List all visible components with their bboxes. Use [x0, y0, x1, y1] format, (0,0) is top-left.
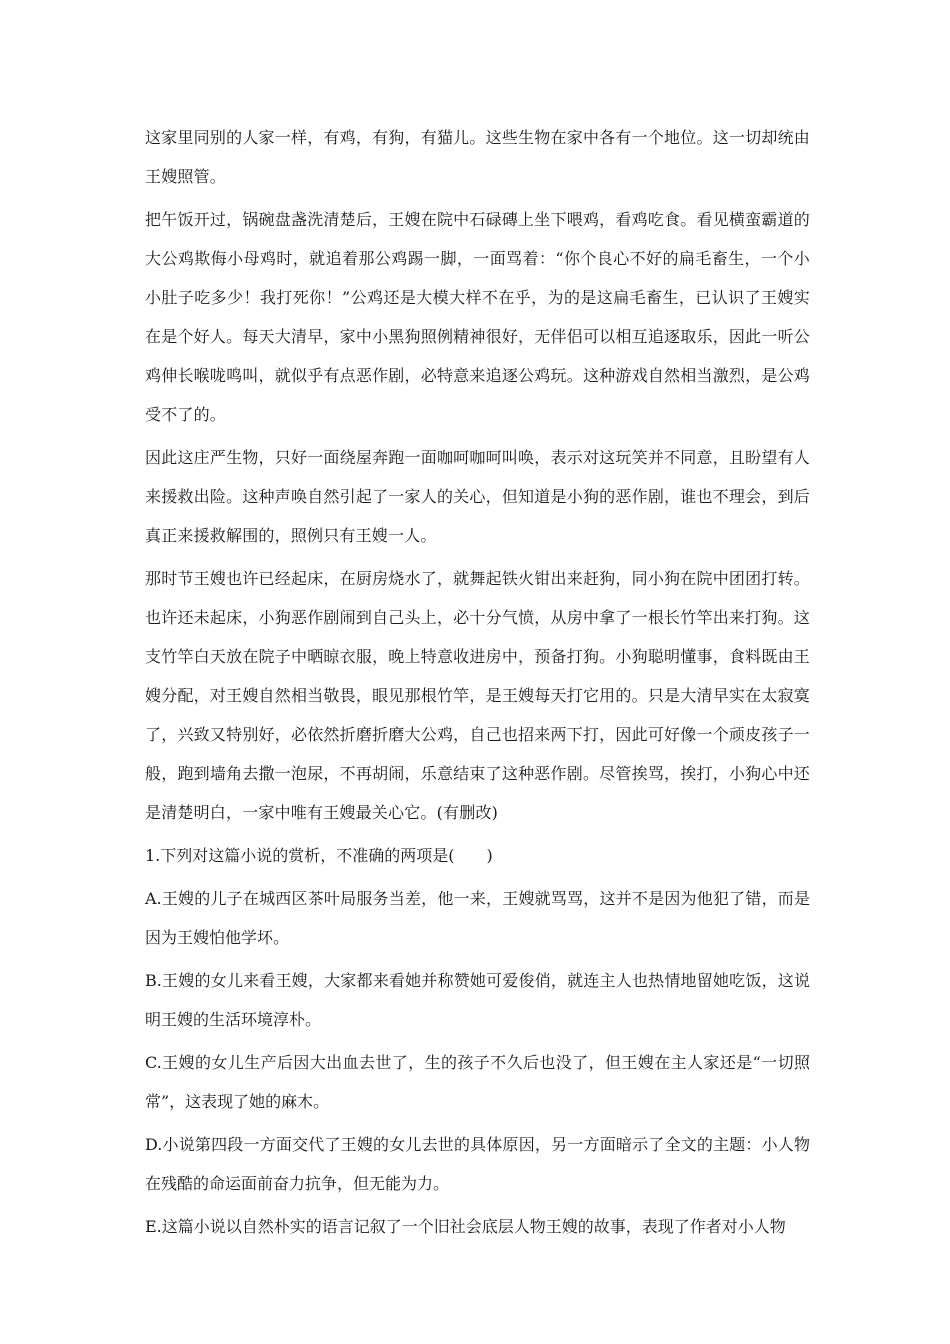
option-e: E.这篇小说以自然朴实的语言记叙了一个旧社会底层人物王嫂的故事，表现了作者对小人物: [145, 1217, 786, 1236]
question-stem: 1.下列对这篇小说的赏析，不准确的两项是( ): [145, 846, 493, 865]
option-a: A.王嫂的儿子在城西区茶叶局服务当差，他一来，王嫂就骂骂，这并不是因为他犯了错，而是因为王嫂怕他学坏。: [145, 889, 810, 947]
option-b: B.王嫂的女儿来看王嫂，大家都来看她并称赞她可爱俊俏，就连主人也热情地留她吃饭，这说明王嫂的生活环境淳朴。: [145, 971, 810, 1029]
paragraph-2: 把午饭开过，锅碗盘盏洗清楚后，王嫂在院中石碌磚上坐下喂鸡，看鸡吃食。看见横蛮霸道的大公鸡欺侮小母鸡时，就追着那公鸡踢一脚，一面骂着：“你个良心不好的扁毛畜生，一个小小肚子吃多少！我打死你！”公鸡还是大模大样不在乎，为的是这扁毛畜生，已认识了王嫂实在是个好人。每天大清早，家中小黑狗照例精神很好，无伴侣可以相互追逐取乐，因此一听公鸡伸长喉咙鸣叫，就似乎有点恶作剧，必特意来追逐公鸡玩。这种游戏自然相当激烈，是公鸡受不了的。: [145, 210, 810, 424]
document-body: [145, 118, 810, 1250]
paragraph-1: 这家里同别的人家一样，有鸡，有狗，有猫儿。这些生物在家中各有一个地位。这一切却统由王嫂照管。: [145, 128, 810, 186]
option-d: D.小说第四段一方面交代了王嫂的女儿去世的具体原因，另一方面暗示了全文的主题：小人物在残酷的命运面前奋力抗争，但无能为力。: [145, 1135, 810, 1193]
paragraph-4: 那时节王嫂也许已经起床，在厨房烧水了，就舞起铁火钳出来赶狗，同小狗在院中团团打转。也许还未起床，小狗恶作剧闹到自己头上，必十分气愤，从房中拿了一根长竹竿出来打狗。这支竹竿白天放在院子中晒晾衣服，晚上特意收进房中，预备打狗。小狗聪明懂事，食料既由王嫂分配，对王嫂自然相当敬畏，眼见那根竹竿，是王嫂每天打它用的。只是大清早实在太寂寞了，兴致又特别好，必依然折磨折磨大公鸡，自己也招来两下打，因此可好像一个顽皮孩子一般，跑到墙角去撒一泡尿，不再胡闹，乐意结束了这种恶作剧。尽管挨骂，挨打，小狗心中还是清楚明白，一家中唯有王嫂最关心它。(有删改): [145, 569, 810, 822]
option-c: C.王嫂的女儿生产后因大出血去世了，生的孩子不久后也没了，但王嫂在主人家还是“一切照常”，这表现了她的麻木。: [145, 1053, 810, 1111]
paragraph-3: 因此这庄严生物，只好一面绕屋奔跑一面咖呵咖呵叫唤，表示对这玩笑并不同意，且盼望有人来援救出险。这种声唤自然引起了一家人的关心，但知道是小狗的恶作剧，谁也不理会，到后真正来援救解围的，照例只有王嫂一人。: [145, 448, 810, 545]
